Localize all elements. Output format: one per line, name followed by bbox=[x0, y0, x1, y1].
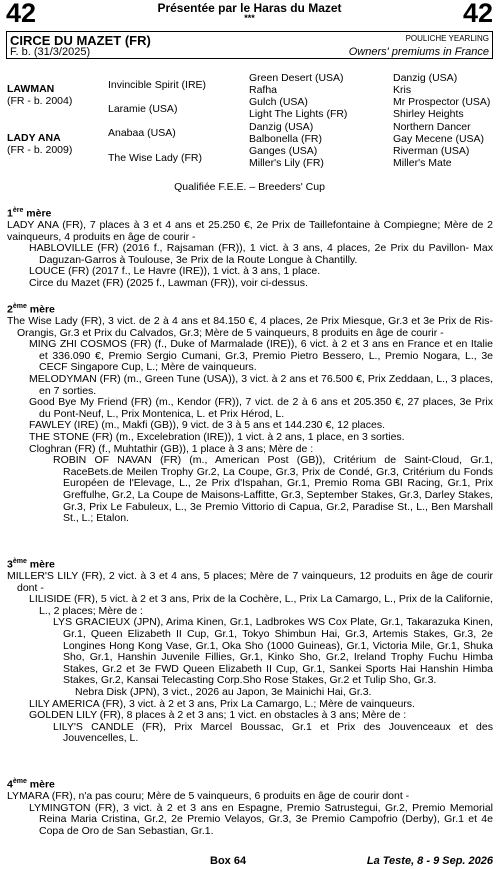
pedigree-g4: Danzig (USA) bbox=[393, 72, 458, 84]
dam-info: (FR - b. 2009) bbox=[7, 144, 73, 156]
section-title: 4ème mère bbox=[7, 778, 55, 791]
produce-entry: LILISIDE (FR), 5 vict. à 2 et 3 ans, Prix de la Cochère, L., Prix La Camargo, L., Prix de la Californie, L., 2 places; Mère de : bbox=[29, 593, 493, 617]
produce-entry: LILY AMERICA (FR), 3 vict. à 2 et 3 ans, Prix La Camargo, L.; Mère de vainqueurs. bbox=[29, 697, 415, 710]
section-fourth-dam bbox=[7, 776, 493, 837]
pedigree-g4: Northern Dancer bbox=[393, 121, 471, 133]
produce-entry: LOUCE (FR) (2017 f., Le Havre (IRE)), 1 vict. à 3 ans, 1 place. bbox=[29, 265, 321, 278]
grand-produce-entry: ROBIN OF NAVAN (FR) (m., American Post (GB)), Critérium de Saint-Cloud, Gr.1, RaceBets.de Meilen Trophy Gr.2, La Coupe, Gr.3, Prix de Condé, Gr.3, Critérium du Fonds Européen de l'Elevage, L., 2e Prix d'Ispahan, Gr.1, Premio Roma GBI Racing, Gr.1, Prix Greffulhe, Gr.2, La Coupe de Maisons-Laffitte, Gr.3, September Stakes, Gr.3, Darley Stakes, Gr.3, Prix Le Fabuleux, L., 3e Premio Vittorio di Capua, Gr.2, Paradise St., L., Ben Marshall St., L.; Etalon. bbox=[53, 454, 493, 525]
pedigree-g3: Ganges (USA) bbox=[249, 145, 318, 157]
pedigree-g4: Riverman (USA) bbox=[393, 145, 470, 157]
sire-info: (FR - b. 2004) bbox=[7, 95, 73, 107]
produce-entry: Good Bye My Friend (FR) (m., Kendor (FR)), 7 vict. de 2 à 6 ans et 205.350 €, 27 places, 3e Prix du Pont-Neuf, L., Prix Montenica, L. et Prix Hérod, L. bbox=[29, 396, 493, 420]
produce-entry: GOLDEN LILY (FR), 8 places à 2 et 3 ans; 1 vict. en obstacles à 3 ans; Mère de : bbox=[29, 709, 407, 722]
produce-entry: FAWLEY (IRE) (m., Makfi (GB)), 9 vict. de 3 à 5 ans et 144.230 €, 12 places. bbox=[29, 419, 385, 432]
section-title: 2ème mère bbox=[7, 303, 55, 316]
pedigree-g3: Green Desert (USA) bbox=[249, 72, 344, 84]
pedigree-g2: Invincible Spirit (IRE) bbox=[108, 79, 207, 91]
pedigree-g2: Laramie (USA) bbox=[108, 103, 178, 115]
pedigree-g2: The Wise Lady (FR) bbox=[108, 152, 202, 164]
produce-entry: Cloghran (FR) (f., Muhtathir (GB)), 1 place à 3 ans; Mère de : bbox=[29, 442, 314, 455]
section-third-dam bbox=[7, 556, 493, 745]
produce-entry: MING ZHI COSMOS (FR) (f., Duke of Marmalade (IRE)), 6 vict. à 2 et 3 ans en France et en Italie et 336.090 €, Premio Sergio Cumani, Gr.3, Premio Pietro Bessero, L., Premio Nogara, L., 3e CECF Singapore Cup, L.; Mère de vainqueurs. bbox=[29, 338, 493, 374]
pedigree-g3: Gulch (USA) bbox=[249, 96, 308, 108]
section-title: 1ère mère bbox=[7, 207, 52, 220]
horse-name: CIRCE DU MAZET (FR) bbox=[10, 33, 151, 48]
produce-entry: HABLOVILLE (FR) (2016 f., Rajsaman (FR)), 1 vict. à 3 ans, 4 places, 2e Prix du Pavillon- Max Daguzan-Garros à Toulouse, 3e Prix de la Route Longue à Chantilly. bbox=[29, 242, 493, 266]
produce-entry: LYMINGTON (FR), 3 vict. à 2 et 3 ans en Espagne, Premio Satrustegui, Gr.2, Premio Memorial Reina Maria Cristina, Gr.2, 2e Premio Velayos, Gr.3, 3e Premio Campofrio (Derby), Gr.1 et 4e Copa de Oro de San Sebastian, Gr.1. bbox=[29, 801, 493, 837]
owners-premiums-note: Owners' premiums in France bbox=[348, 46, 489, 58]
pedigree-g3: Balbonella (FR) bbox=[249, 133, 322, 145]
pedigree-g4: Mr Prospector (USA) bbox=[393, 96, 491, 108]
dam-record: The Wise Lady (FR), 3 vict. de 2 à 4 ans et 84.150 €, 4 places, 2e Prix Miesque, Gr.3 et 3e Prix de Ris-Orangis, Gr.3 et Prix du Calvados, Gr.3; Mère de 5 vainqueurs, 8 produits en âge de courir - bbox=[7, 315, 493, 339]
dam-record: LADY ANA (FR), 7 places à 3 et 4 ans et 25.250 €, 2e Prix de Taillefontaine à Compiegne; Mère de 2 vainqueurs, 4 produits en âge de courir - bbox=[7, 219, 493, 243]
stars-mark: *** bbox=[244, 13, 255, 23]
pedigree-g4: Shirley Heights bbox=[393, 108, 464, 120]
section-first-dam bbox=[7, 205, 493, 290]
produce-entry: MELODYMAN (FR) (m., Green Tune (USA)), 3 vict. à 2 ans et 76.500 €, Prix Zeddaan, L., 3 places, en 7 sorties. bbox=[29, 373, 493, 397]
pedigree-g3: Rafha bbox=[249, 84, 278, 96]
grand-produce-entry: LYS GRACIEUX (JPN), Arima Kinen, Gr.1, Ladbrokes WS Cox Plate, Gr.1, Takarazuka Kinen, Gr.1, Queen Elizabeth II Cup, Gr.1, Tokyo Shimbun Hai, Gr.3, Artemis Stakes, Gr.3, 2e Longines Hong Kong Vase, Gr.1, Oka Sho (1000 Guineas), Gr.1, Victoria Mile, Gr.1, Shuka Sho, Gr.1, Hanshin Juvenile Fillies, Gr.1, Kinko Sho, Gr.2, Ireland Trophy Fuchu Himba Stakes, Gr.2 et 3e FWD Queen Elizabeth II Cup, Gr.1, Sankei Sports Hai Hanshin Himba Stakes, Gr.2, Kansai Telecasting Corp.Sho Rose Stakes, Gr.2 et Tulip Sho, Gr.3. bbox=[53, 616, 493, 687]
presenter-line: Présentée par le Haras du Mazet bbox=[157, 1, 342, 15]
pedigree-g4: Gay Mecene (USA) bbox=[393, 133, 485, 145]
qualification-line: Qualifiée F.E.E. – Breeders' Cup bbox=[174, 181, 325, 193]
section-second-dam bbox=[7, 301, 493, 525]
horse-title-box bbox=[6, 31, 493, 59]
produce-entry: THE STONE (FR) (m., Excelebration (IRE)), 1 vict. à 2 ans, 1 place, en 3 sorties. bbox=[29, 431, 405, 444]
pedigree-g3: Light The Lights (FR) bbox=[249, 108, 348, 120]
sale-venue-date: La Teste, 8 - 9 Sep. 2026 bbox=[366, 855, 493, 867]
dam-name: LADY ANA bbox=[7, 132, 61, 144]
pedigree-g4: Miller's Mate bbox=[393, 157, 452, 169]
dam-record: LYMARA (FR), n'a pas couru; Mère de 5 vainqueurs, 6 produits en âge de courir dont - bbox=[7, 790, 410, 803]
lot-number-right: 42 bbox=[462, 0, 493, 28]
lot-number-left: 42 bbox=[6, 0, 37, 28]
grand-produce-entry: Nebra Disk (JPN), 3 vict., 2026 au Japon, 3e Mainichi Hai, Gr.3. bbox=[75, 686, 372, 699]
horse-info: F. b. (31/3/2025) bbox=[10, 46, 91, 58]
section-title: 3ème mère bbox=[7, 558, 55, 571]
box-number: Box 64 bbox=[210, 855, 247, 867]
produce-entry: Circe du Mazet (FR) (2025 f., Lawman (FR)), voir ci-dessus. bbox=[29, 277, 308, 290]
pedigree-g3: Danzig (USA) bbox=[249, 121, 314, 133]
category-label: POULICHE YEARLING bbox=[405, 34, 489, 43]
sire-name: LAWMAN bbox=[7, 83, 55, 95]
pedigree-g2: Anabaa (USA) bbox=[108, 127, 176, 139]
grand-produce-entry: LILY'S CANDLE (FR), Prix Marcel Boussac, Gr.1 et Prix des Jouvenceaux et des Jouvencelles, L. bbox=[53, 720, 493, 745]
pedigree-g4: Kris bbox=[393, 84, 412, 96]
dam-record: MILLER'S LILY (FR), 2 vict. à 3 et 4 ans, 5 places; Mère de 7 vainqueurs, 12 produits en âge de courir dont - bbox=[7, 570, 493, 594]
pedigree-g3: Miller's Lily (FR) bbox=[249, 157, 324, 169]
